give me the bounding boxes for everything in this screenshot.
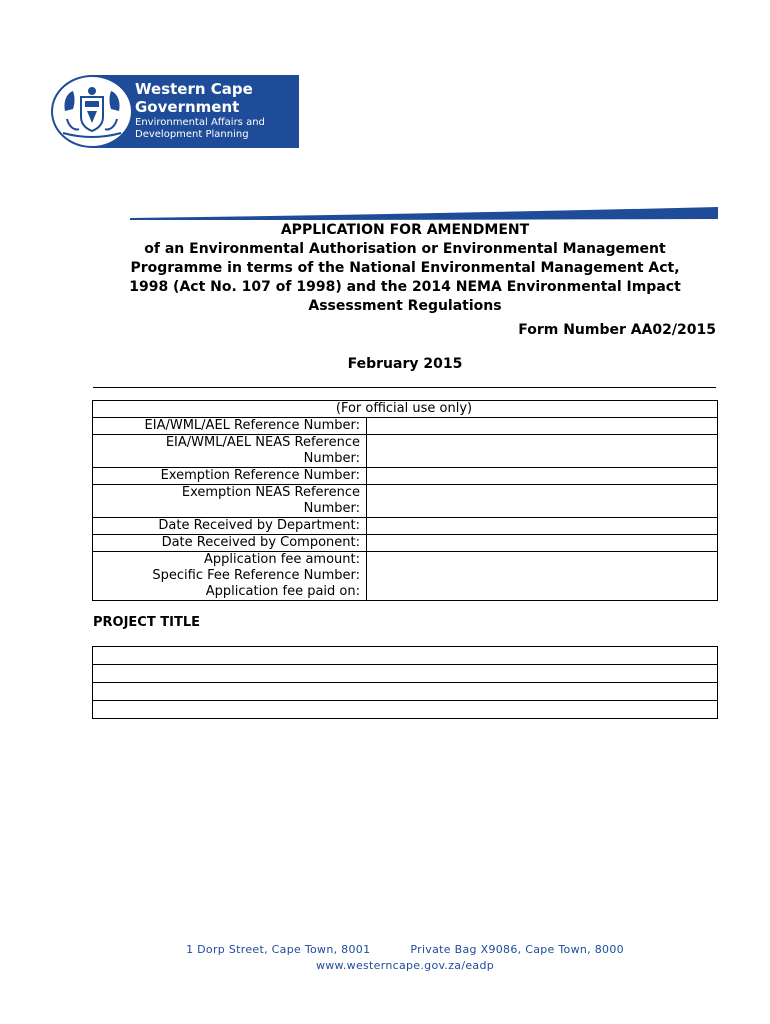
official-use-row [93, 518, 718, 535]
official-field-label [93, 518, 367, 535]
heading-title: APPLICATION FOR AMENDMENT [280, 222, 530, 238]
project-title-field[interactable] [93, 701, 718, 719]
official-use-row [93, 468, 718, 485]
official-field-label-line: Number: [303, 451, 360, 466]
document-date: February 2015 [347, 356, 463, 372]
official-field-label [93, 552, 367, 601]
official-use-row [93, 552, 718, 601]
official-field-value[interactable] [367, 485, 718, 518]
official-field-value[interactable] [367, 518, 718, 535]
official-field-label [93, 485, 367, 518]
official-use-table [92, 400, 718, 601]
coat-of-arms-icon [51, 75, 133, 148]
official-field-value[interactable] [367, 535, 718, 552]
official-use-row [93, 535, 718, 552]
logo-title-line: Government [135, 98, 240, 116]
project-title-row [93, 647, 718, 665]
official-field-label [93, 435, 367, 468]
official-use-row [93, 435, 718, 468]
official-field-label-line: Application fee paid on: [205, 584, 360, 599]
divider [93, 387, 716, 388]
logo-subtitle-line: Environmental Affairs and [135, 117, 265, 128]
official-field-label-line: EIA/WML/AEL Reference Number: [144, 418, 360, 433]
official-use-header: (For official use only) [93, 401, 718, 418]
project-title-label: PROJECT TITLE [93, 615, 200, 630]
official-field-label-line: EIA/WML/AEL NEAS Reference [165, 435, 360, 450]
project-title-field[interactable] [93, 683, 718, 701]
western-cape-logo [51, 75, 299, 148]
official-field-label-line: Date Received by Component: [161, 535, 360, 550]
project-title-field[interactable] [93, 647, 718, 665]
official-field-label [93, 418, 367, 435]
document-heading [85, 221, 725, 316]
official-field-label-line: Date Received by Department: [158, 518, 360, 533]
project-title-row [93, 665, 718, 683]
official-field-label-line: Application fee amount: [203, 552, 360, 567]
official-field-value[interactable] [367, 418, 718, 435]
official-field-label-line: Specific Fee Reference Number: [152, 568, 360, 583]
official-field-value[interactable] [367, 468, 718, 485]
official-field-value[interactable] [367, 552, 718, 601]
official-field-value[interactable] [367, 435, 718, 468]
official-field-label-line: Exemption Reference Number: [160, 468, 360, 483]
logo-subtitle [135, 117, 295, 141]
footer-address: 1 Dorp Street, Cape Town, 8001 [186, 943, 371, 956]
heading-line: of an Environmental Authorisation or Environmental Management [144, 241, 666, 257]
footer-postal: Private Bag X9086, Cape Town, 8000 [410, 943, 624, 956]
logo-title-line: Western Cape [135, 80, 253, 98]
official-field-label-line: Number: [303, 501, 360, 516]
official-field-label [93, 468, 367, 485]
heading-line: 1998 (Act No. 107 of 1998) and the 2014 NEMA Environmental Impact [129, 279, 681, 295]
official-use-row [93, 485, 718, 518]
official-field-label-line: Exemption NEAS Reference [181, 485, 360, 500]
logo-subtitle-line: Development Planning [135, 129, 249, 140]
official-use-header-row [93, 401, 718, 418]
project-title-table [92, 646, 718, 719]
footer [85, 942, 725, 974]
logo-title [135, 80, 295, 116]
project-title-field[interactable] [93, 665, 718, 683]
official-use-row [93, 418, 718, 435]
header-swoosh [130, 204, 720, 222]
form-number: Form Number AA02/2015 [518, 322, 716, 338]
project-title-row [93, 701, 718, 719]
project-title-row [93, 683, 718, 701]
footer-website[interactable]: www.westerncape.gov.za/eadp [315, 959, 495, 972]
heading-line: Assessment Regulations [308, 298, 502, 314]
heading-line: Programme in terms of the National Environmental Management Act, [130, 260, 680, 276]
official-field-label [93, 535, 367, 552]
